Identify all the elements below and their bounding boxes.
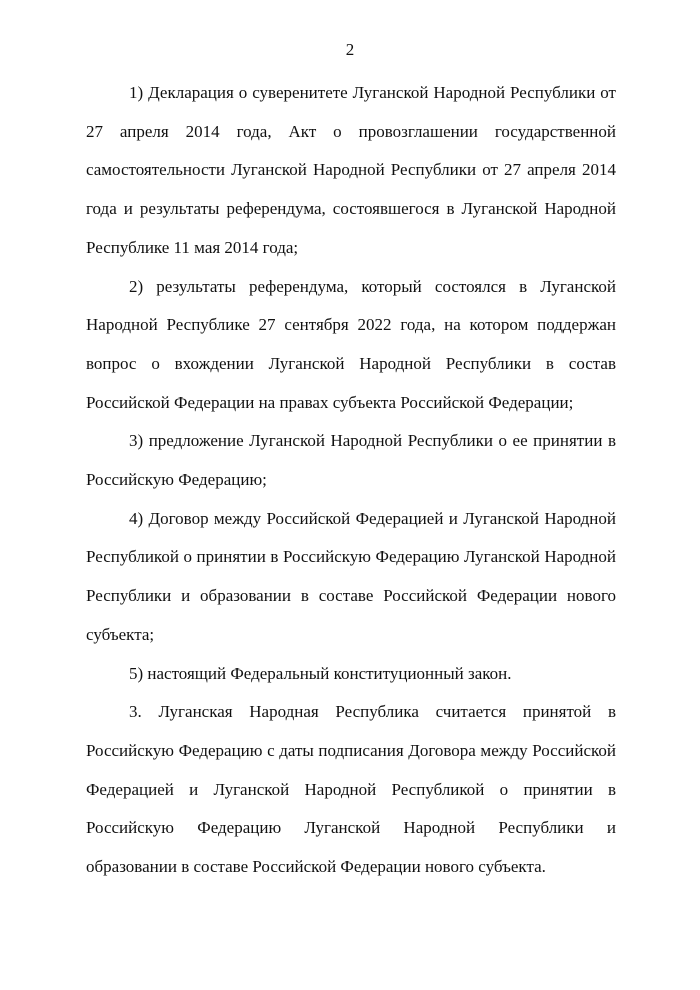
page-number: 2 [345,40,355,59]
document-body [86,74,616,887]
paragraph-item-1: 1) Декларация о суверенитете Луганской Народной Республики от 27 апреля 2014 года, Акт о провозглашении государственной самостоятельности Луганской Народной Республики от 27 апреля 2014 года и результаты референдума, состоявшегося в Луганской Народной Республике 11 мая 2014 года; [86,83,616,257]
paragraph-section-3: 3. Луганская Народная Республика считается принятой в Российскую Федерацию с даты подписания Договора между Российской Федерацией и Луганской Народной Республикой о принятии в Российскую Федерацию Луганской Народной Республики и образовании в составе Российской Федерации нового субъекта. [86,702,616,877]
paragraph-item-5: 5) настоящий Федеральный конституционный закон. [129,663,512,683]
paragraph-item-2: 2) результаты референдума, который состоялся в Луганской Народной Республике 27 сентября 2022 года, на котором поддержан вопрос о вхождении Луганской Народной Республики в состав Российской Федерации на правах субъекта Российской Федерации; [86,276,616,412]
paragraph-item-3: 3) предложение Луганской Народной Республики о ее принятии в Российскую Федерацию; [86,431,616,490]
paragraph-item-4: 4) Договор между Российской Федерацией и Луганской Народной Республикой о принятии в Российскую Федерацию Луганской Народной Республики и образовании в составе Российской Федерации нового субъекта; [86,508,616,644]
